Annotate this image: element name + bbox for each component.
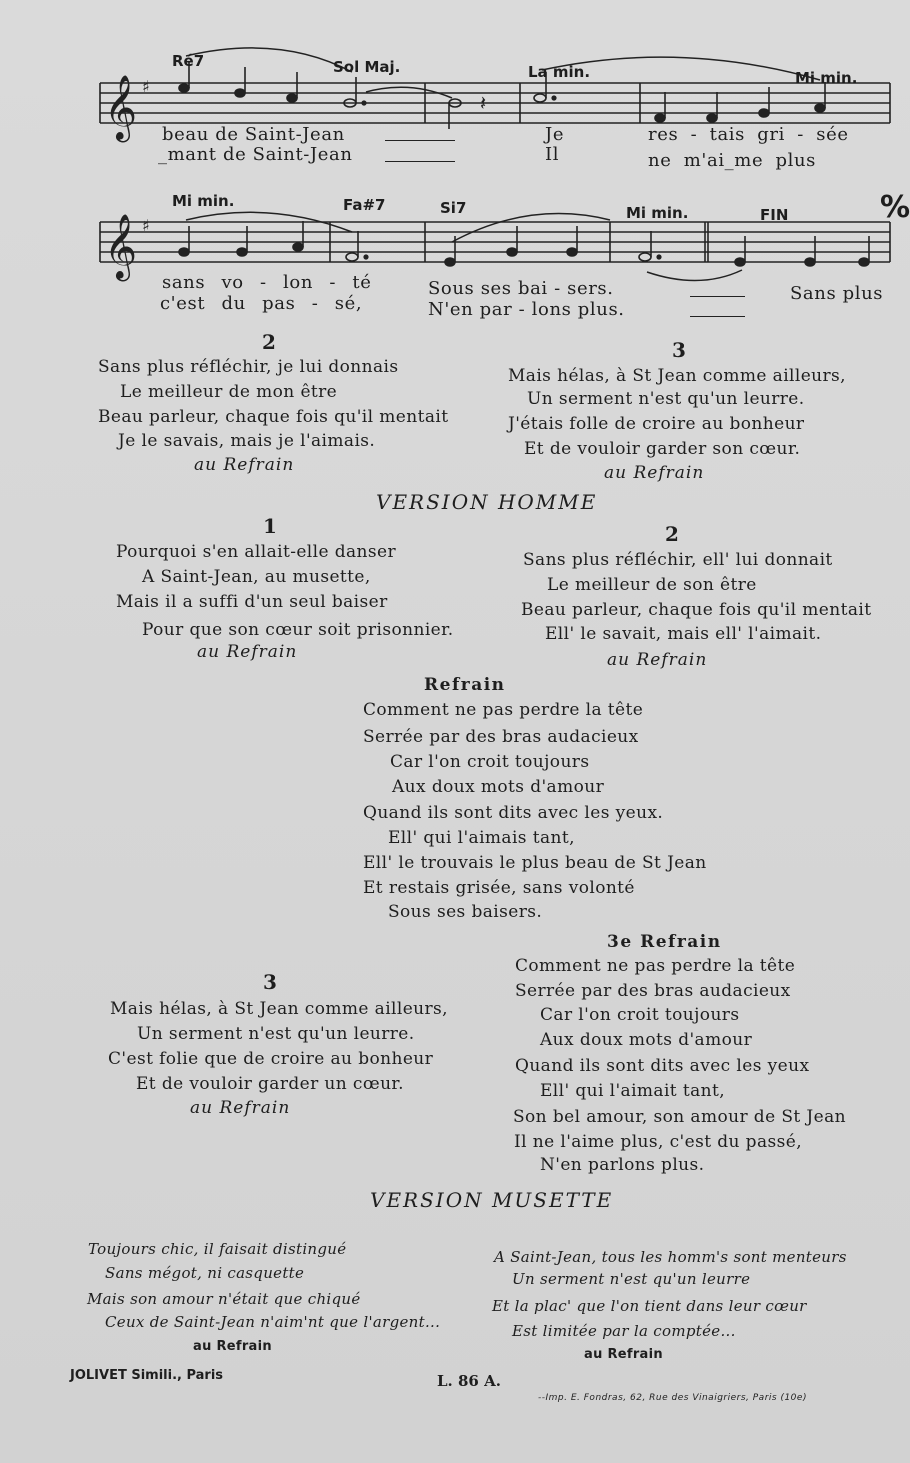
refrain-reference: au Refrain bbox=[194, 455, 295, 475]
refrain-line: Car l'on croit toujours bbox=[540, 1005, 740, 1025]
svg-text:𝄽: 𝄽 bbox=[480, 91, 487, 115]
refrain-reference: au Refrain bbox=[584, 1347, 663, 1362]
section-title-version-musette: VERSION MUSETTE bbox=[370, 1188, 614, 1212]
refrain-line: Car l'on croit toujours bbox=[390, 752, 590, 772]
chord-la-min: La min. bbox=[528, 63, 591, 81]
refrain-line: Ell' qui l'aimais tant, bbox=[388, 828, 575, 848]
svg-text:♯: ♯ bbox=[142, 216, 150, 235]
musette-line: Sans mégot, ni casquette bbox=[105, 1264, 305, 1282]
lyric-s2-l1-b: Sous ses bai - sers. bbox=[428, 278, 614, 299]
extender-line bbox=[690, 296, 745, 297]
musette-line: Un serment n'est qu'un leurre bbox=[512, 1270, 751, 1288]
verse-line: A Saint-Jean, au musette, bbox=[142, 567, 371, 587]
chord-re7: Ré7 bbox=[172, 52, 205, 70]
lyric-s2-l2-a: c'est du pas - sé, bbox=[160, 293, 363, 314]
segno-icon: % bbox=[880, 190, 910, 225]
refrain3-title: 3e Refrain bbox=[607, 932, 722, 952]
chord-sol-maj: Sol Maj. bbox=[333, 58, 401, 76]
refrain-line: Comment ne pas perdre la tête bbox=[363, 700, 644, 720]
lyric-s1-l1-c: res - tais gri - sée bbox=[648, 124, 849, 145]
refrain-line: Sous ses baisers. bbox=[388, 902, 543, 922]
printer-imprint: --Imp. E. Fondras, 62, Rue des Vinaigriers, Paris (10e) bbox=[538, 1393, 807, 1403]
lyric-s2-l2-b: N'en par - lons plus. bbox=[428, 299, 625, 320]
refrain-line: Il ne l'aime plus, c'est du passé, bbox=[514, 1132, 803, 1152]
refrain-line: Aux doux mots d'amour bbox=[392, 777, 605, 797]
verse-number: 3 bbox=[672, 338, 686, 362]
refrain-reference: au Refrain bbox=[607, 650, 708, 670]
music-staff-2 bbox=[0, 180, 910, 290]
extender-line bbox=[385, 161, 455, 162]
refrain-title: Refrain bbox=[424, 675, 506, 695]
lyric-s1-l2-b: Il bbox=[545, 144, 560, 165]
svg-text:𝄞: 𝄞 bbox=[104, 214, 138, 279]
catalog-code: L. 86 A. bbox=[437, 1372, 501, 1390]
refrain-line: Quand ils sont dits avec les yeux bbox=[515, 1056, 810, 1076]
verse-line: Le meilleur de mon être bbox=[120, 382, 338, 402]
refrain-reference: au Refrain bbox=[197, 642, 298, 662]
verse-line: Et de vouloir garder un cœur. bbox=[136, 1074, 404, 1094]
refrain-line: Aux doux mots d'amour bbox=[540, 1030, 753, 1050]
verse-line: Sans plus réfléchir, ell' lui donnait bbox=[523, 550, 833, 570]
lyric-s1-l2-c: ne m'ai_me plus bbox=[648, 150, 817, 171]
verse-line: Le meilleur de son être bbox=[547, 575, 757, 595]
musette-line: Est limitée par la comptée... bbox=[512, 1322, 736, 1340]
verse-line: Pourquoi s'en allait-elle danser bbox=[116, 542, 397, 562]
verse-line: Mais hélas, à St Jean comme ailleurs, bbox=[110, 999, 448, 1019]
chord-fa-sharp-7: Fa#7 bbox=[343, 196, 386, 214]
refrain-line: Serrée par des bras audacieux bbox=[363, 727, 639, 747]
verse-line: Un serment n'est qu'un leurre. bbox=[137, 1024, 415, 1044]
verse-line: Pour que son cœur soit prisonnier. bbox=[142, 620, 454, 640]
section-title-version-homme: VERSION HOMME bbox=[376, 490, 598, 514]
verse-number: 2 bbox=[262, 330, 276, 354]
chord-mi-min: Mi min. bbox=[172, 192, 235, 210]
refrain-line: Serrée par des bras audacieux bbox=[515, 981, 791, 1001]
verse-line: Mais hélas, à St Jean comme ailleurs, bbox=[508, 366, 846, 386]
verse-line: Et de vouloir garder son cœur. bbox=[524, 439, 801, 459]
musette-line: A Saint-Jean, tous les homm's sont menteurs bbox=[494, 1248, 847, 1266]
extender-line bbox=[385, 140, 455, 141]
verse-number: 1 bbox=[263, 514, 277, 538]
verse-line: Beau parleur, chaque fois qu'il mentait bbox=[521, 600, 872, 620]
refrain-line: Quand ils sont dits avec les yeux. bbox=[363, 803, 664, 823]
musette-line: Mais son amour n'était que chiqué bbox=[87, 1290, 361, 1308]
refrain-line: N'en parlons plus. bbox=[540, 1155, 705, 1175]
verse-line: Un serment n'est qu'un leurre. bbox=[527, 389, 805, 409]
verse-line: J'étais folle de croire au bonheur bbox=[508, 414, 805, 434]
refrain-reference: au Refrain bbox=[190, 1098, 291, 1118]
verse-line: Beau parleur, chaque fois qu'il mentait bbox=[98, 407, 449, 427]
verse-number: 2 bbox=[665, 522, 679, 546]
chord-mi-min: Mi min. bbox=[795, 69, 858, 87]
lyric-s2-l1-c: Sans plus bbox=[790, 283, 884, 304]
verse-number: 3 bbox=[263, 970, 277, 994]
musette-line: Ceux de Saint-Jean n'aim'nt que l'argent... bbox=[105, 1313, 441, 1331]
refrain-line: Son bel amour, son amour de St Jean bbox=[513, 1107, 846, 1127]
chord-mi-min: Mi min. bbox=[626, 204, 689, 222]
lyric-s2-l1-a: sans vo - lon - té bbox=[162, 272, 372, 293]
refrain-line: Et restais grisée, sans volonté bbox=[363, 878, 635, 898]
musette-line: Et la plac' que l'on tient dans leur cœur bbox=[492, 1297, 807, 1315]
musette-line: Toujours chic, il faisait distingué bbox=[88, 1240, 347, 1258]
lyric-s1-l1-a: beau de Saint-Jean bbox=[162, 124, 345, 145]
verse-line: Je le savais, mais je l'aimais. bbox=[118, 431, 376, 451]
refrain-reference: au Refrain bbox=[193, 1339, 272, 1354]
svg-text:𝄞: 𝄞 bbox=[104, 75, 138, 140]
refrain-line: Comment ne pas perdre la tête bbox=[515, 956, 796, 976]
lyric-s1-l1-b: Je bbox=[545, 124, 565, 145]
lyric-s1-l2-a: _mant de Saint-Jean bbox=[158, 144, 353, 165]
publisher-credit: JOLIVET Simili., Paris bbox=[70, 1368, 224, 1383]
svg-text:♯: ♯ bbox=[142, 77, 150, 96]
verse-line: Mais il a suffi d'un seul baiser bbox=[116, 592, 388, 612]
fin-marker: FIN bbox=[760, 206, 789, 224]
refrain-line: Ell' le trouvais le plus beau de St Jean bbox=[363, 853, 707, 873]
refrain-line: Ell' qui l'aimait tant, bbox=[540, 1081, 725, 1101]
verse-line: C'est folie que de croire au bonheur bbox=[108, 1049, 434, 1069]
extender-line bbox=[690, 316, 745, 317]
refrain-reference: au Refrain bbox=[604, 463, 705, 483]
verse-line: Ell' le savait, mais ell' l'aimait. bbox=[545, 624, 822, 644]
verse-line: Sans plus réfléchir, je lui donnais bbox=[98, 357, 399, 377]
chord-si7: Si7 bbox=[440, 199, 467, 217]
